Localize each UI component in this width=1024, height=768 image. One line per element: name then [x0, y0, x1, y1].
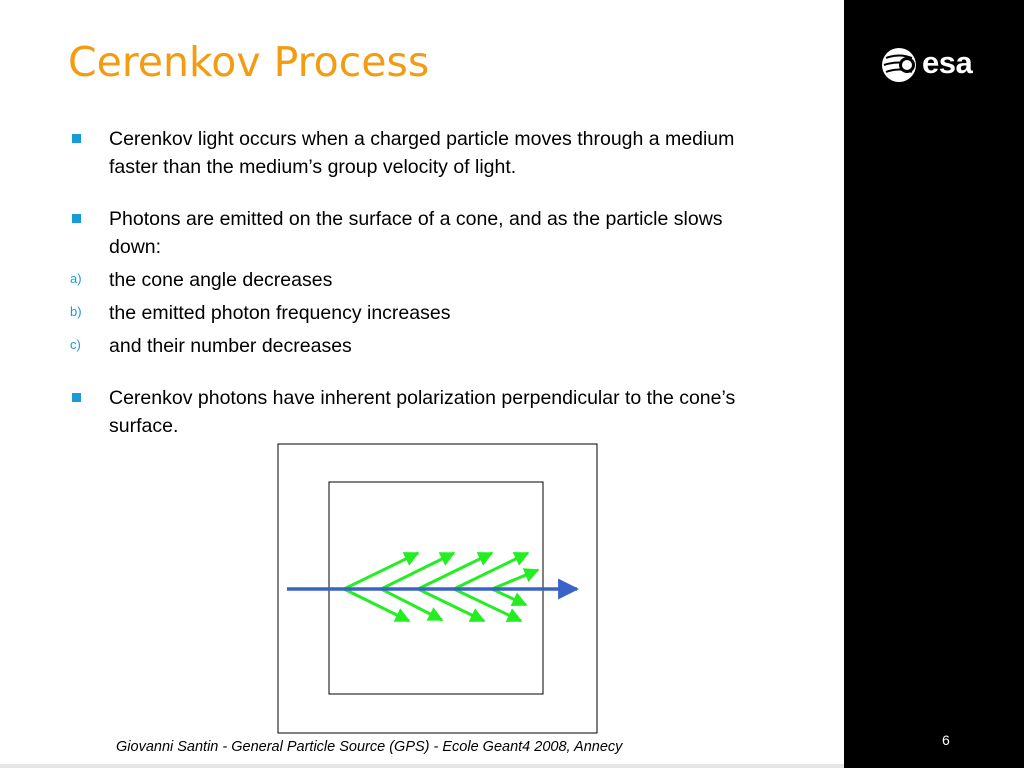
bullet-text: Cerenkov light occurs when a charged particle moves through a medium faster than the medium’s group velocity of light.: [109, 128, 735, 178]
square-bullet-icon: [72, 134, 81, 143]
logo-text: esa: [922, 45, 973, 80]
bullet-text: Cerenkov photons have inherent polarization perpendicular to the cone’s surface.: [109, 387, 736, 437]
sub-item-label: c): [70, 337, 81, 352]
bullet-text: Photons are emitted on the surface of a cone, and as the particle slows down:: [109, 208, 723, 258]
right-sidebar: [844, 0, 1024, 768]
sub-item-text: the cone angle decreases: [109, 269, 333, 291]
sub-item-text: and their number decreases: [109, 335, 352, 357]
cerenkov-diagram: [277, 443, 599, 735]
sub-item-label: a): [70, 271, 82, 286]
square-bullet-icon: [72, 393, 81, 402]
footer-text: Giovanni Santin - General Particle Source (GPS) - Ecole Geant4 2008, Annecy: [116, 739, 623, 755]
sub-item-text: the emitted photon frequency increases: [109, 302, 451, 324]
sub-item-label: b): [70, 304, 82, 319]
bottom-strip: [0, 764, 844, 768]
page-number: 6: [942, 732, 950, 748]
square-bullet-icon: [72, 214, 81, 223]
slide-title: Cerenkov Process: [68, 38, 430, 86]
